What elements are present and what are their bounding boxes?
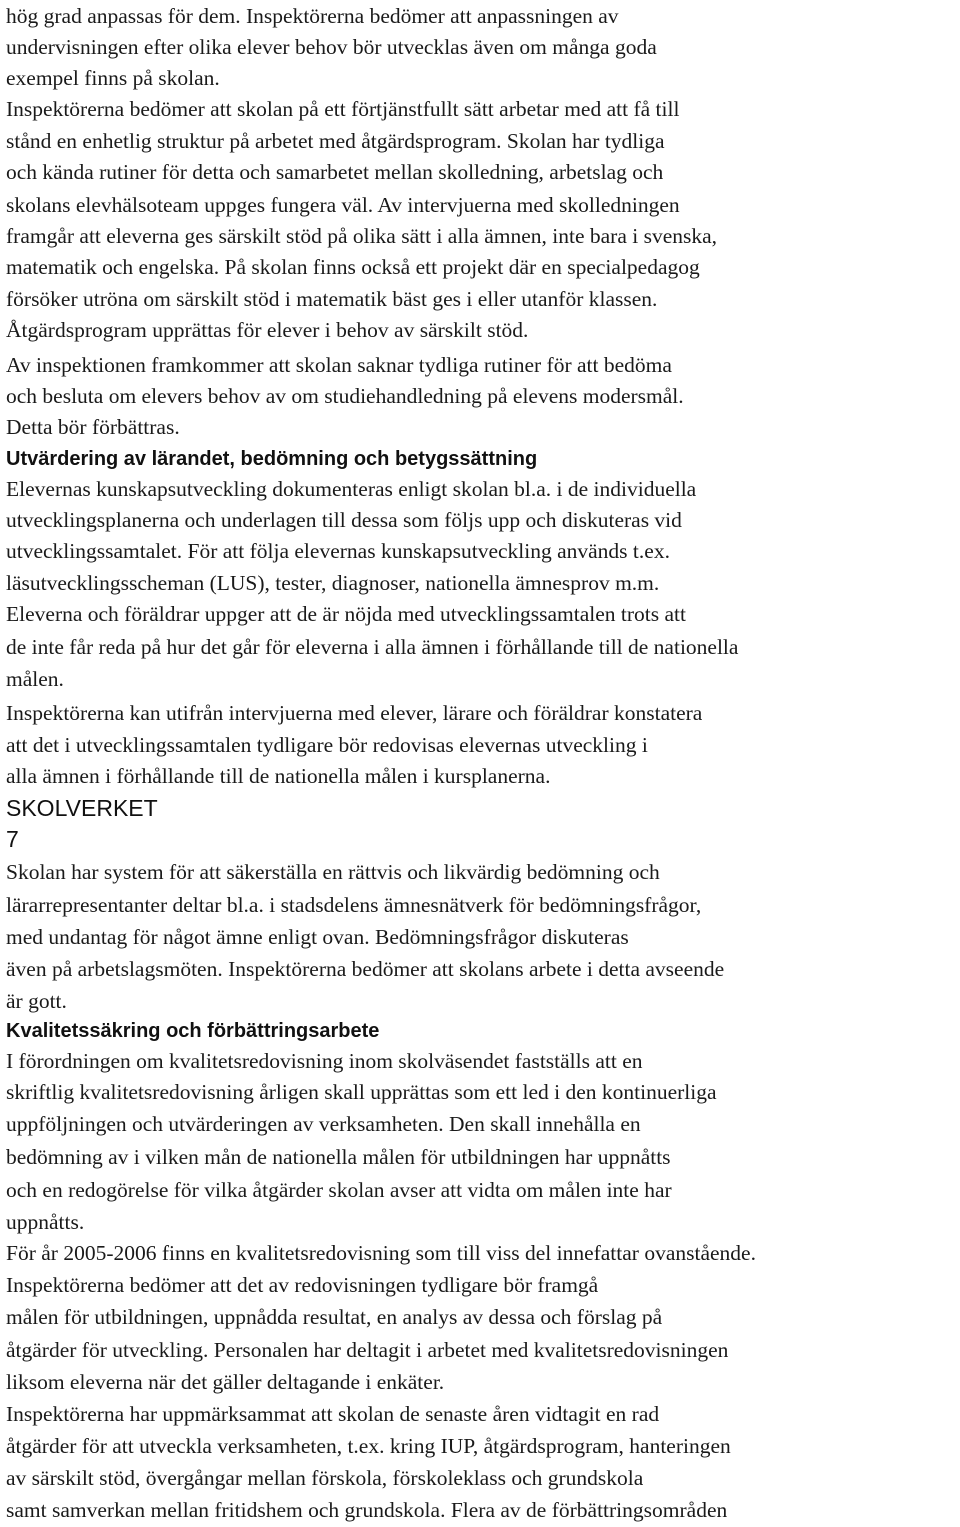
text-line: åtgärder för att utveckla verksamheten, t.ex. kring IUP, åtgärdsprogram, hanteringen	[6, 1434, 731, 1458]
text-line: undervisningen efter olika elever behov bör utvecklas även om många goda	[6, 35, 657, 59]
text-line: bedömning av i vilken mån de nationella målen för utbildningen har uppnåtts	[6, 1145, 671, 1169]
text-line: liksom eleverna när det gäller deltagande i enkäter.	[6, 1370, 445, 1394]
text-line: åtgärder för utveckling. Personalen har deltagit i arbetet med kvalitetsredovisningen	[6, 1338, 729, 1362]
text-line: hög grad anpassas för dem. Inspektörerna bedömer att anpassningen av	[6, 4, 619, 28]
text-line: och en redogörelse för vilka åtgärder skolan avser att vidta om målen inte har	[6, 1178, 672, 1202]
text-line: målen för utbildningen, uppnådda resultat, en analys av dessa och förslag på	[6, 1305, 663, 1329]
text-line: Detta bör förbättras.	[6, 415, 180, 439]
text-line: exempel finns på skolan.	[6, 66, 220, 90]
text-line: och kända rutiner för detta och samarbetet mellan skolledning, arbetslag och	[6, 160, 664, 184]
text-line: I förordningen om kvalitetsredovisning inom skolväsendet fastställs att en	[6, 1049, 643, 1073]
text-line: alla ämnen i förhållande till de nationella målen i kursplanerna.	[6, 764, 551, 788]
text-line: Inspektörerna bedömer att skolan på ett förtjänstfullt sätt arbetar med att få till	[6, 97, 680, 121]
page-footer-brand: SKOLVERKET	[6, 795, 158, 821]
text-line: Inspektörerna har uppmärksammat att skolan de senaste åren vidtagit en rad	[6, 1402, 660, 1426]
text-line: och besluta om elevers behov av om studiehandledning på elevens modersmål.	[6, 384, 684, 408]
text-line: Inspektörerna kan utifrån intervjuerna med elever, lärare och föräldrar konstatera	[6, 701, 703, 725]
section-heading-utvardering: Utvärdering av lärandet, bedömning och betygssättning	[6, 448, 538, 470]
text-line: För år 2005-2006 finns en kvalitetsredovisning som till viss del innefattar ovanstående.	[6, 1241, 756, 1265]
text-line: skolans elevhälsoteam uppges fungera väl. Av intervjuerna med skolledningen	[6, 193, 680, 217]
text-line: utvecklingsplanerna och underlagen till dessa som följs upp och diskuteras vid	[6, 508, 682, 532]
text-line: samt samverkan mellan fritidshem och grundskola. Flera av de förbättringsområden	[6, 1498, 728, 1522]
text-line: Åtgärdsprogram upprättas för elever i behov av särskilt stöd.	[6, 318, 529, 342]
text-line: lärarrepresentanter deltar bl.a. i stadsdelens ämnesnätverk för bedömningsfrågor,	[6, 893, 702, 917]
text-line: utvecklingssamtalet. För att följa elevernas kunskapsutveckling används t.ex.	[6, 539, 670, 563]
text-line: försöker utröna om särskilt stöd i matematik bäst ges i eller utanför klassen.	[6, 287, 658, 311]
text-line: av särskilt stöd, övergångar mellan förskola, förskoleklass och grundskola	[6, 1466, 644, 1490]
text-line: att det i utvecklingssamtalen tydligare bör redovisas elevernas utveckling i	[6, 733, 648, 757]
text-line: uppnåtts.	[6, 1210, 85, 1234]
section-heading-kvalitetssakring: Kvalitetssäkring och förbättringsarbete	[6, 1020, 380, 1042]
text-line: Eleverna och föräldrar uppger att de är nöjda med utvecklingssamtalen trots att	[6, 602, 686, 626]
text-line: Av inspektionen framkommer att skolan saknar tydliga rutiner för att bedöma	[6, 353, 672, 377]
text-line: Elevernas kunskapsutveckling dokumenteras enligt skolan bl.a. i de individuella	[6, 477, 697, 501]
text-line: de inte får reda på hur det går för eleverna i alla ämnen i förhållande till de nationella	[6, 635, 739, 659]
text-line: Inspektörerna bedömer att det av redovisningen tydligare bör framgå	[6, 1273, 599, 1297]
text-line: skriftlig kvalitetsredovisning årligen skall upprättas som ett led i den kontinuerliga	[6, 1080, 717, 1104]
text-line: även på arbetslagsmöten. Inspektörerna bedömer att skolans arbete i detta avseende	[6, 957, 725, 981]
text-line: är gott.	[6, 989, 67, 1013]
text-line: målen.	[6, 667, 64, 691]
page-number: 7	[6, 826, 19, 852]
text-line: läsutvecklingsscheman (LUS), tester, diagnoser, nationella ämnesprov m.m.	[6, 571, 660, 595]
text-line: Skolan har system för att säkerställa en rättvis och likvärdig bedömning och	[6, 860, 660, 884]
text-line: framgår att eleverna ges särskilt stöd på olika sätt i alla ämnen, inte bara i svenska,	[6, 224, 718, 248]
text-line: med undantag för något ämne enligt ovan. Bedömningsfrågor diskuteras	[6, 925, 629, 949]
text-line: stånd en enhetlig struktur på arbetet med åtgärdsprogram. Skolan har tydliga	[6, 129, 665, 153]
text-line: uppföljningen och utvärderingen av verksamheten. Den skall innehålla en	[6, 1112, 641, 1136]
text-line: matematik och engelska. På skolan finns också ett projekt där en specialpedagog	[6, 255, 700, 279]
